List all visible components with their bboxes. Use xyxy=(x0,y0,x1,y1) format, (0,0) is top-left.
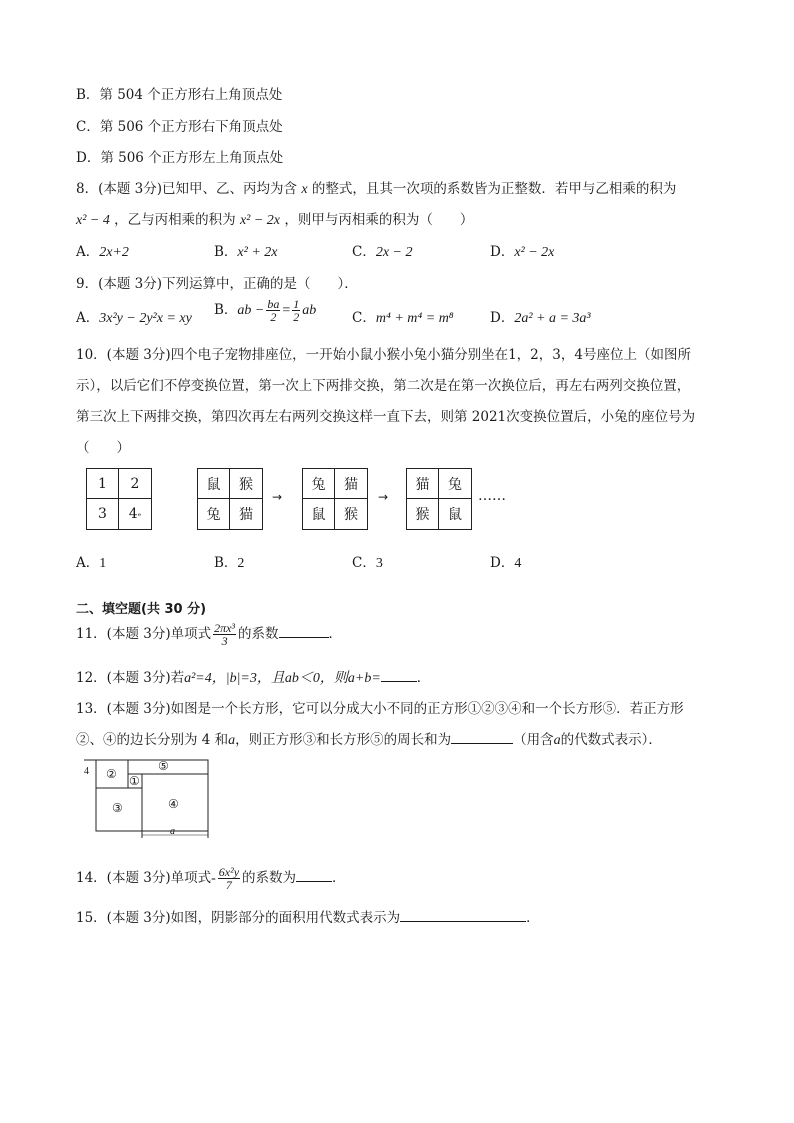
q14-numerator: 6x²y xyxy=(218,865,240,879)
q13-label-square-3: ③ xyxy=(112,801,123,815)
q11-denominator: 3 xyxy=(221,634,228,648)
q10-option-d-label: D． xyxy=(490,555,515,571)
q9-option-d-expr: 2a² + a = 3a³ xyxy=(514,311,591,326)
q14-fraction xyxy=(218,866,240,891)
seat-cell: 猫 xyxy=(407,469,439,499)
seat-cell: 兔 xyxy=(303,469,335,499)
q13-text-b: ，则正方形③和长方形⑤的周长和为 xyxy=(235,732,452,748)
q9-option-b-fraction-2 xyxy=(292,298,300,323)
q8-option-d-label: D． xyxy=(490,244,515,260)
q9-option-b-num-2: 1 xyxy=(293,297,300,311)
q8-stem-line1 xyxy=(76,177,676,198)
q8-option-a-expr: 2x+2 xyxy=(99,245,129,260)
q9-option-d-label: D． xyxy=(490,310,515,326)
q7-option-c: C．第 506 个正方形右下角顶点处 xyxy=(76,119,283,135)
q14-answer-blank[interactable] xyxy=(296,869,332,882)
q10-ellipsis: …… xyxy=(478,488,506,504)
q9-option-b-pre: ab − xyxy=(237,303,265,318)
q9-stem: 9．(本题 3分)下列运算中，正确的是（ ）． xyxy=(76,276,358,292)
q13-var-a: a xyxy=(228,733,236,748)
q9-option-b-den-2: 2 xyxy=(293,310,300,324)
q8-text-d: ，则甲与丙相乘的积为（ ） xyxy=(284,212,474,228)
q10-stem-line1: 10．(本题 3分)四个电子宠物排座位，一开始小鼠小猴小兔小猫分别坐在1，2，3，4号座位上（如图所 xyxy=(76,347,691,363)
q9-option-b-post: ab xyxy=(302,303,317,318)
q14-denominator: 7 xyxy=(225,878,232,892)
q10-option-b xyxy=(214,551,244,572)
q8-expr-1: x² − 4 xyxy=(76,213,110,228)
q9-option-b-num-1: ba xyxy=(267,297,280,311)
q11-numerator: 2πx³ xyxy=(214,621,236,635)
seat-cell: 2 xyxy=(119,469,151,499)
arrow-icon: → xyxy=(378,490,389,504)
q10-option-b-label: B． xyxy=(214,555,238,571)
q9-option-a-expr: 3x²y − 2y²x = xy xyxy=(99,311,192,326)
q9-option-c-expr: m⁴ + m⁴ = m⁸ xyxy=(375,311,454,326)
q13-label-side-a: a xyxy=(170,826,175,837)
q15-answer-blank[interactable] xyxy=(400,909,526,922)
q11-text-end: ． xyxy=(328,626,343,642)
q12-expr-2: ab＜0，则 xyxy=(284,671,348,686)
q8-text-c: ，乙与丙相乘的积为 xyxy=(114,212,236,228)
q10-option-a xyxy=(76,551,106,572)
q13-text-c: （用含 xyxy=(513,732,554,748)
seat-cell: 鼠 xyxy=(303,499,335,529)
q8-option-c xyxy=(352,240,413,261)
q9-option-a xyxy=(76,306,192,327)
q8-option-b-label: B． xyxy=(214,244,238,260)
seat-cell: 鼠 xyxy=(448,507,462,523)
q13-label-square-2: ② xyxy=(106,767,117,781)
q13-text-a: ②、④的边长分别为 4 和 xyxy=(76,732,229,748)
q11-fraction xyxy=(213,622,236,647)
q13-stem-line1: 13．(本题 3分)如图是一个长方形，它可以分成大小不同的正方形①②③④和一个长方形⑤．若正方形 xyxy=(76,701,684,717)
section-title-fill-in: 二、填空题(共 30 分) xyxy=(76,602,207,617)
q13-rectangle-figure xyxy=(84,758,214,838)
q15-text-pre: 15．(本题 3分)如图，阴影部分的面积用代数式表示为 xyxy=(76,910,401,926)
q8-option-d-expr: x² − 2x xyxy=(514,245,555,260)
q8-text-b: 的整式，且其一次项的系数皆为正整数．若甲与乙相乘的积为 xyxy=(311,181,677,197)
seat-grid-start xyxy=(197,468,263,530)
q12-stem xyxy=(76,666,430,687)
seat-cell: 猴 xyxy=(344,507,358,523)
q14-stem xyxy=(76,866,346,891)
seat-cell xyxy=(119,499,151,529)
q8-option-a-label: A． xyxy=(76,244,100,260)
q12-expr-3: a+b= xyxy=(347,671,381,686)
q14-text-pre: 14．(本题 3分)单项式 xyxy=(76,870,212,886)
q9-option-c-label: C． xyxy=(352,310,376,326)
q8-option-b-expr: x² + 2x xyxy=(237,245,278,260)
q11-text-post: 的系数 xyxy=(238,626,279,642)
q10-stem-line3: 第三次上下两排交换，第四次再左右两列交换这样一直下去，则第 2021次变换位置后，小兔的座位号为 xyxy=(76,409,696,425)
rectangle-division-diagram xyxy=(84,758,214,838)
q13-stem-line2 xyxy=(76,728,662,749)
q11-text-pre: 11．(本题 3分)单项式 xyxy=(76,626,212,642)
q8-stem-line2 xyxy=(76,208,473,229)
q13-label-square-1: ① xyxy=(129,774,140,788)
seat-cell: 兔 xyxy=(439,469,471,499)
seat-grid-step1 xyxy=(302,468,368,530)
q10-option-d-value: 4 xyxy=(514,556,522,571)
q10-option-c-value: 3 xyxy=(375,556,383,571)
seat-cell: 1 xyxy=(87,469,119,499)
q12-text-pre: 12．(本题 3分)若 xyxy=(76,670,185,686)
seat-cell: 猴 xyxy=(407,499,439,529)
q14-text-post: 的系数为 xyxy=(242,870,297,886)
q7-option-b: B．第 504 个正方形右上角顶点处 xyxy=(76,87,283,103)
seat-grid-step2 xyxy=(406,468,472,530)
q12-text-end: ． xyxy=(416,670,431,686)
q8-option-c-expr: 2x − 2 xyxy=(375,245,413,260)
q13-text-d: 的代数式表示）． xyxy=(560,732,662,748)
seat-cell: 猫 xyxy=(239,507,253,523)
q8-expr-2: x² − 2x xyxy=(239,213,281,228)
q8-option-a xyxy=(76,240,129,261)
q11-stem xyxy=(76,622,342,647)
q9-option-d xyxy=(490,306,591,327)
q9-option-b-label: B． xyxy=(214,302,238,318)
seat-grid-initial xyxy=(86,468,152,530)
q14-sign: - xyxy=(211,871,216,886)
q9-option-b-fraction-1 xyxy=(266,298,280,323)
q13-answer-blank[interactable] xyxy=(451,731,513,744)
q10-stem-line4: （ ） xyxy=(76,440,130,456)
q8-option-c-label: C． xyxy=(352,244,376,260)
seat-cell-mark: ₑ xyxy=(137,509,142,519)
q15-text-end: ． xyxy=(526,910,540,926)
q10-option-a-value: 1 xyxy=(99,556,107,571)
q14-text-end: ． xyxy=(332,870,346,886)
seat-cell: 兔 xyxy=(198,499,230,529)
q9-option-a-label: A． xyxy=(76,310,100,326)
seat-cell: 3 xyxy=(87,499,119,529)
q13-var-a-2: a xyxy=(553,733,561,748)
q10-option-b-value: 2 xyxy=(237,556,245,571)
q13-label-side-4: 4 xyxy=(84,766,89,777)
q9-option-b-eq: = xyxy=(282,303,291,318)
q10-option-c xyxy=(352,551,383,572)
seat-cell: 猴 xyxy=(230,469,262,499)
q8-text-a: 8．(本题 3分)已知甲、乙、丙均为含 xyxy=(76,181,298,197)
q13-label-rect-5: ⑤ xyxy=(158,759,169,773)
q7-option-d: D．第 506 个正方形左上角顶点处 xyxy=(76,150,284,166)
q12-answer-blank[interactable] xyxy=(381,669,417,682)
q15-stem xyxy=(76,906,540,926)
q9-option-c xyxy=(352,306,454,327)
seat-cell: 猫 xyxy=(335,469,367,499)
q11-answer-blank[interactable] xyxy=(279,625,329,638)
q10-option-c-label: C． xyxy=(352,555,376,571)
seat-cell-number: 4 xyxy=(128,506,138,522)
q13-label-square-4: ④ xyxy=(168,797,179,811)
q12-expr-1: a²=4，|b|=3，且 xyxy=(184,671,285,686)
q10-option-a-label: A． xyxy=(76,555,100,571)
q9-option-b-den-1: 2 xyxy=(270,310,277,324)
arrow-icon: → xyxy=(272,490,283,504)
q9-option-b xyxy=(214,298,316,323)
q10-option-d xyxy=(490,551,521,572)
q8-option-d xyxy=(490,240,554,261)
seat-cell: 鼠 xyxy=(198,469,230,499)
q8-var-x: x xyxy=(301,182,308,197)
q8-option-b xyxy=(214,240,278,261)
q10-stem-line2: 示），以后它们不停变换位置，第一次上下两排交换，第二次是在第一次换位后，再左右两列交换位置， xyxy=(76,378,691,394)
